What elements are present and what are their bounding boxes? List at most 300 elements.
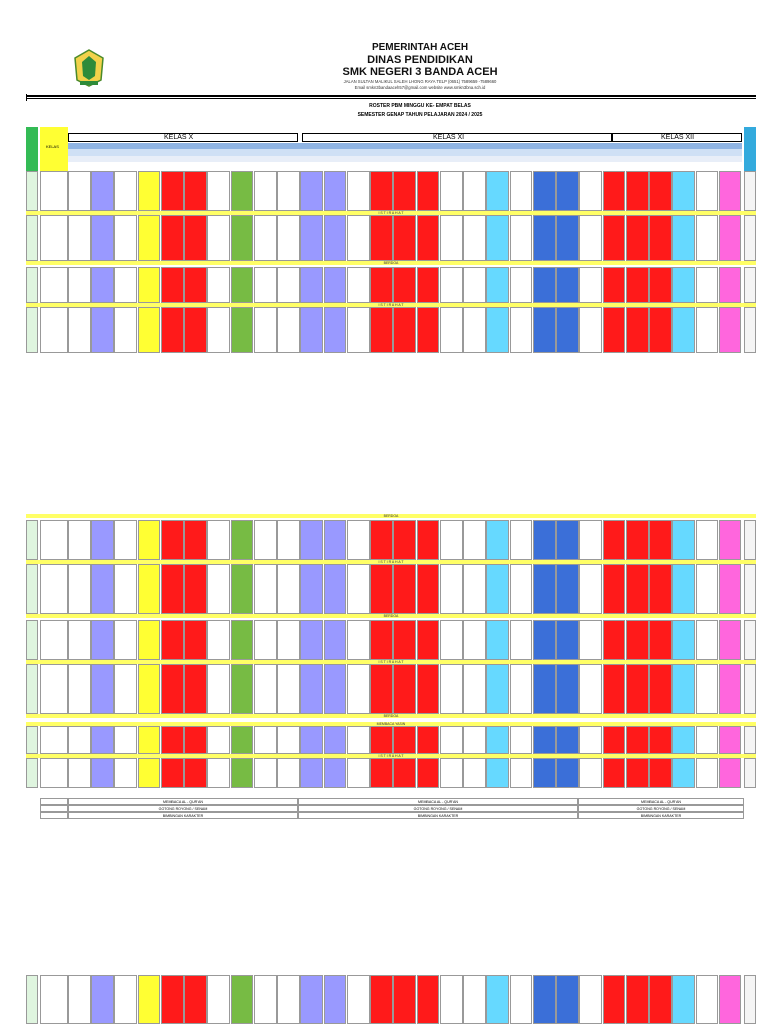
lesson-cell bbox=[254, 664, 277, 714]
lesson-cell bbox=[231, 520, 254, 560]
lesson-cell bbox=[184, 171, 207, 211]
break-bar-label: I S T I R A H A T bbox=[378, 754, 404, 758]
right-day-header bbox=[744, 127, 756, 171]
lesson-cell bbox=[463, 307, 486, 353]
lesson-cell bbox=[231, 726, 254, 754]
lesson-cell bbox=[510, 726, 533, 754]
lesson-cell bbox=[138, 520, 161, 560]
lesson-cell bbox=[184, 664, 207, 714]
activity-label: GOTONG ROYONG / SENAM bbox=[158, 806, 208, 811]
lesson-cell bbox=[324, 215, 347, 261]
lesson-cell bbox=[603, 267, 626, 303]
lesson-cell bbox=[300, 758, 323, 788]
lesson-cell bbox=[719, 215, 742, 261]
lesson-cell bbox=[347, 520, 370, 560]
lesson-cell bbox=[719, 620, 742, 660]
lesson-cell bbox=[510, 171, 533, 211]
lesson-cell bbox=[277, 171, 300, 211]
government-title: PEMERINTAH ACEH bbox=[371, 42, 469, 53]
lesson-cell bbox=[672, 564, 695, 614]
class-column-header bbox=[26, 127, 756, 171]
lesson-cell bbox=[254, 975, 277, 1024]
time-column bbox=[40, 520, 68, 560]
lesson-cell bbox=[324, 620, 347, 660]
lesson-cell bbox=[393, 975, 416, 1024]
lesson-cell bbox=[440, 975, 463, 1024]
lesson-cell bbox=[300, 726, 323, 754]
day-tag bbox=[26, 267, 38, 303]
lesson-cell bbox=[254, 215, 277, 261]
lesson-cell bbox=[277, 307, 300, 353]
lesson-cell bbox=[649, 975, 672, 1024]
lesson-cell bbox=[556, 215, 579, 261]
lesson-cell bbox=[347, 215, 370, 261]
lesson-cell bbox=[324, 307, 347, 353]
lesson-cell bbox=[114, 975, 137, 1024]
day-tag bbox=[26, 520, 38, 560]
lesson-cell bbox=[556, 726, 579, 754]
right-index-column bbox=[744, 215, 756, 261]
lesson-cell bbox=[672, 664, 695, 714]
lesson-cell bbox=[207, 975, 230, 1024]
day-tag bbox=[26, 758, 38, 788]
lesson-cell bbox=[417, 215, 440, 261]
teacher-row bbox=[68, 156, 742, 162]
time-column bbox=[40, 805, 68, 812]
lesson-cell bbox=[324, 267, 347, 303]
lesson-cell bbox=[393, 520, 416, 560]
lesson-cell bbox=[207, 215, 230, 261]
activity-label: BIMBINGAN KARAKTER bbox=[162, 813, 204, 818]
lesson-cell bbox=[161, 307, 184, 353]
lesson-cell bbox=[207, 620, 230, 660]
lesson-cell bbox=[440, 171, 463, 211]
lesson-cell bbox=[393, 620, 416, 660]
lesson-cell bbox=[626, 758, 649, 788]
lesson-cell bbox=[486, 307, 509, 353]
lesson-cell bbox=[533, 520, 556, 560]
semester-title: SEMESTER GENAP TAHUN PELAJARAN 2024 / 2025 bbox=[357, 112, 483, 118]
prayer-bar-label: BERDOA bbox=[383, 614, 399, 618]
lesson-cell bbox=[510, 307, 533, 353]
lesson-cell bbox=[696, 215, 719, 261]
lesson-cell bbox=[556, 758, 579, 788]
lesson-cell bbox=[231, 758, 254, 788]
lesson-cell bbox=[184, 307, 207, 353]
lesson-cell bbox=[696, 975, 719, 1024]
lesson-cell bbox=[603, 215, 626, 261]
lesson-cell bbox=[324, 520, 347, 560]
lesson-cell bbox=[510, 267, 533, 303]
lesson-cell bbox=[184, 726, 207, 754]
lesson-cell bbox=[138, 215, 161, 261]
lesson-cell bbox=[533, 171, 556, 211]
lesson-cell bbox=[579, 726, 602, 754]
lesson-cell bbox=[300, 520, 323, 560]
kelas-xii-header: KELAS XII bbox=[612, 133, 742, 142]
lesson-cell bbox=[672, 267, 695, 303]
lesson-cell bbox=[207, 758, 230, 788]
lesson-cell bbox=[440, 564, 463, 614]
lesson-cell bbox=[719, 758, 742, 788]
lesson-cell bbox=[463, 620, 486, 660]
lesson-cell bbox=[300, 215, 323, 261]
lesson-cell bbox=[417, 758, 440, 788]
lesson-cell bbox=[91, 564, 114, 614]
lesson-cell bbox=[579, 975, 602, 1024]
lesson-cell bbox=[603, 758, 626, 788]
lesson-cell bbox=[510, 975, 533, 1024]
lesson-cell bbox=[672, 307, 695, 353]
lesson-cell bbox=[417, 307, 440, 353]
lesson-cell bbox=[138, 620, 161, 660]
day-tag bbox=[26, 215, 38, 261]
lesson-cell bbox=[138, 307, 161, 353]
lesson-cell bbox=[696, 758, 719, 788]
lesson-cell bbox=[533, 726, 556, 754]
lesson-cell bbox=[138, 171, 161, 211]
lesson-cell bbox=[603, 520, 626, 560]
lesson-cell bbox=[579, 758, 602, 788]
lesson-cell bbox=[486, 975, 509, 1024]
lesson-cell bbox=[370, 758, 393, 788]
lesson-cell bbox=[626, 620, 649, 660]
lesson-cell bbox=[161, 758, 184, 788]
lesson-cell bbox=[463, 664, 486, 714]
lesson-cell bbox=[440, 267, 463, 303]
lesson-cell bbox=[719, 171, 742, 211]
time-column bbox=[40, 215, 68, 261]
activity-label: MEMBACA AL - QUR'AN bbox=[418, 799, 458, 804]
lesson-cell bbox=[231, 975, 254, 1024]
lesson-cell bbox=[138, 726, 161, 754]
lesson-cell bbox=[324, 975, 347, 1024]
lesson-cell bbox=[626, 307, 649, 353]
lesson-cell bbox=[533, 664, 556, 714]
lesson-cell bbox=[207, 726, 230, 754]
lesson-cell bbox=[138, 975, 161, 1024]
lesson-cell bbox=[300, 564, 323, 614]
lesson-cell bbox=[277, 215, 300, 261]
lesson-cell bbox=[626, 267, 649, 303]
lesson-cell bbox=[68, 620, 91, 660]
lesson-cell bbox=[114, 171, 137, 211]
lesson-cell bbox=[440, 758, 463, 788]
lesson-cell bbox=[649, 171, 672, 211]
lesson-cell bbox=[696, 267, 719, 303]
lesson-cell bbox=[579, 171, 602, 211]
lesson-cell bbox=[91, 215, 114, 261]
header-rule-tick bbox=[26, 94, 27, 101]
break-bar-label: I S T I R A H A T bbox=[378, 660, 404, 664]
lesson-cell bbox=[161, 520, 184, 560]
right-index-column bbox=[744, 620, 756, 660]
lesson-cell bbox=[417, 520, 440, 560]
lesson-cell bbox=[417, 267, 440, 303]
lesson-cell bbox=[277, 664, 300, 714]
lesson-cell bbox=[440, 307, 463, 353]
roster-block-saturday bbox=[26, 975, 756, 1024]
lesson-cell bbox=[184, 758, 207, 788]
lesson-cell bbox=[184, 215, 207, 261]
lesson-cell bbox=[231, 171, 254, 211]
lesson-cell bbox=[603, 171, 626, 211]
lesson-cell bbox=[603, 564, 626, 614]
right-index-column bbox=[744, 664, 756, 714]
break-bar-label: I S T I R A H A T bbox=[378, 303, 404, 307]
lesson-cell bbox=[603, 975, 626, 1024]
lesson-cell bbox=[510, 520, 533, 560]
right-index-column bbox=[744, 307, 756, 353]
lesson-cell bbox=[231, 620, 254, 660]
lesson-cell bbox=[254, 171, 277, 211]
lesson-cell bbox=[393, 267, 416, 303]
lesson-cell bbox=[68, 267, 91, 303]
time-column bbox=[40, 664, 68, 714]
right-index-column bbox=[744, 975, 756, 1024]
break-bar-label: I S T I R A H A T bbox=[378, 211, 404, 215]
lesson-cell bbox=[486, 620, 509, 660]
lesson-cell bbox=[184, 564, 207, 614]
lesson-cell bbox=[486, 267, 509, 303]
lesson-cell bbox=[626, 215, 649, 261]
lesson-cell bbox=[393, 758, 416, 788]
lesson-cell bbox=[114, 520, 137, 560]
lesson-cell bbox=[231, 215, 254, 261]
lesson-cell bbox=[91, 307, 114, 353]
lesson-cell bbox=[393, 171, 416, 211]
roster-block-wednesday-friday bbox=[26, 508, 756, 820]
lesson-cell bbox=[161, 726, 184, 754]
lesson-cell bbox=[510, 620, 533, 660]
class-code-row bbox=[68, 149, 742, 156]
right-index-column bbox=[744, 758, 756, 788]
lesson-cell bbox=[440, 620, 463, 660]
lesson-cell bbox=[300, 620, 323, 660]
lesson-cell bbox=[719, 975, 742, 1024]
lesson-cell bbox=[324, 726, 347, 754]
lesson-cell bbox=[231, 307, 254, 353]
lesson-cell bbox=[68, 664, 91, 714]
lesson-cell bbox=[68, 307, 91, 353]
lesson-cell bbox=[440, 215, 463, 261]
lesson-cell bbox=[161, 620, 184, 660]
lesson-cell bbox=[254, 267, 277, 303]
lesson-cell bbox=[184, 520, 207, 560]
lesson-cell bbox=[696, 171, 719, 211]
lesson-cell bbox=[324, 758, 347, 788]
lesson-cell bbox=[324, 664, 347, 714]
lesson-cell bbox=[672, 215, 695, 261]
lesson-cell bbox=[277, 726, 300, 754]
lesson-cell bbox=[91, 520, 114, 560]
lesson-cell bbox=[579, 307, 602, 353]
lesson-cell bbox=[696, 564, 719, 614]
lesson-cell bbox=[486, 758, 509, 788]
day-tag bbox=[26, 620, 38, 660]
time-column bbox=[40, 564, 68, 614]
lesson-cell bbox=[417, 975, 440, 1024]
kelas-x-header: KELAS X bbox=[68, 133, 298, 142]
school-email: Email smkn3bandaaceh57@gmail.com website www.smkn3bna.sch.id bbox=[354, 85, 486, 90]
department-title: DINAS PENDIDIKAN bbox=[367, 54, 473, 66]
lesson-cell bbox=[393, 664, 416, 714]
lesson-cell bbox=[486, 664, 509, 714]
lesson-cell bbox=[626, 975, 649, 1024]
lesson-cell bbox=[719, 307, 742, 353]
lesson-cell bbox=[300, 171, 323, 211]
lesson-cell bbox=[463, 564, 486, 614]
right-index-column bbox=[744, 520, 756, 560]
lesson-cell bbox=[347, 267, 370, 303]
lesson-cell bbox=[370, 664, 393, 714]
lesson-cell bbox=[184, 620, 207, 660]
activity-label: BIMBINGAN KARAKTER bbox=[640, 813, 682, 818]
lesson-cell bbox=[68, 758, 91, 788]
lesson-cell bbox=[347, 564, 370, 614]
lesson-cell bbox=[68, 215, 91, 261]
prayer-bar-label: BERDOA bbox=[383, 261, 399, 265]
lesson-cell bbox=[347, 726, 370, 754]
lesson-cell bbox=[91, 975, 114, 1024]
lesson-cell bbox=[649, 267, 672, 303]
lesson-cell bbox=[207, 267, 230, 303]
lesson-cell bbox=[719, 664, 742, 714]
lesson-cell bbox=[277, 267, 300, 303]
lesson-cell bbox=[68, 564, 91, 614]
lesson-cell bbox=[300, 267, 323, 303]
lesson-cell bbox=[486, 215, 509, 261]
activity-label: MEMBACA AL - QUR'AN bbox=[163, 799, 203, 804]
lesson-cell bbox=[510, 215, 533, 261]
lesson-cell bbox=[277, 564, 300, 614]
lesson-cell bbox=[370, 307, 393, 353]
lesson-cell bbox=[486, 726, 509, 754]
lesson-cell bbox=[91, 620, 114, 660]
lesson-cell bbox=[114, 620, 137, 660]
roster-title: ROSTER PBM MINGGU KE- EMPAT BELAS bbox=[369, 103, 471, 109]
time-column bbox=[40, 798, 68, 805]
lesson-cell bbox=[393, 726, 416, 754]
lesson-cell bbox=[347, 758, 370, 788]
activity-label: MEMBACA AL - QUR'AN bbox=[641, 799, 681, 804]
lesson-cell bbox=[207, 307, 230, 353]
lesson-cell bbox=[672, 620, 695, 660]
lesson-cell bbox=[138, 664, 161, 714]
lesson-cell bbox=[649, 664, 672, 714]
lesson-cell bbox=[68, 520, 91, 560]
lesson-cell bbox=[161, 171, 184, 211]
lesson-cell bbox=[556, 307, 579, 353]
lesson-cell bbox=[556, 171, 579, 211]
lesson-cell bbox=[114, 267, 137, 303]
header-rule-thin bbox=[26, 98, 756, 99]
lesson-cell bbox=[91, 726, 114, 754]
lesson-cell bbox=[533, 758, 556, 788]
lesson-cell bbox=[672, 171, 695, 211]
lesson-cell bbox=[533, 564, 556, 614]
lesson-cell bbox=[347, 171, 370, 211]
lesson-cell bbox=[138, 758, 161, 788]
lesson-cell bbox=[114, 215, 137, 261]
lesson-cell bbox=[533, 620, 556, 660]
lesson-cell bbox=[719, 564, 742, 614]
lesson-cell bbox=[649, 758, 672, 788]
time-column bbox=[40, 620, 68, 660]
lesson-cell bbox=[277, 975, 300, 1024]
lesson-cell bbox=[207, 564, 230, 614]
lesson-cell bbox=[463, 975, 486, 1024]
lesson-cell bbox=[138, 267, 161, 303]
lesson-cell bbox=[579, 215, 602, 261]
lesson-cell bbox=[300, 307, 323, 353]
lesson-cell bbox=[254, 620, 277, 660]
lesson-cell bbox=[719, 267, 742, 303]
lesson-cell bbox=[533, 267, 556, 303]
lesson-cell bbox=[347, 975, 370, 1024]
roster-block-monday-tuesday bbox=[26, 171, 756, 353]
lesson-cell bbox=[440, 520, 463, 560]
time-column bbox=[40, 267, 68, 303]
lesson-cell bbox=[254, 520, 277, 560]
lesson-cell bbox=[254, 564, 277, 614]
lesson-cell bbox=[138, 564, 161, 614]
lesson-cell bbox=[556, 975, 579, 1024]
lesson-cell bbox=[231, 664, 254, 714]
lesson-cell bbox=[696, 726, 719, 754]
time-column bbox=[40, 726, 68, 754]
lesson-cell bbox=[463, 171, 486, 211]
prayer-bar-label: BERDOA bbox=[383, 714, 399, 718]
activity-label: GOTONG ROYONG / SENAM bbox=[413, 806, 463, 811]
lesson-cell bbox=[161, 664, 184, 714]
lesson-cell bbox=[254, 726, 277, 754]
time-column bbox=[40, 975, 68, 1024]
lesson-cell bbox=[277, 520, 300, 560]
lesson-cell bbox=[207, 664, 230, 714]
lesson-cell bbox=[91, 664, 114, 714]
lesson-cell bbox=[649, 726, 672, 754]
reading-bar-label: MEMBACA YASIN bbox=[376, 722, 406, 726]
lesson-cell bbox=[184, 267, 207, 303]
lesson-cell bbox=[486, 171, 509, 211]
activity-label: BIMBINGAN KARAKTER bbox=[417, 813, 459, 818]
time-column bbox=[40, 171, 68, 211]
lesson-cell bbox=[393, 564, 416, 614]
lesson-cell bbox=[417, 564, 440, 614]
lesson-cell bbox=[370, 564, 393, 614]
lesson-cell bbox=[114, 726, 137, 754]
lesson-cell bbox=[510, 564, 533, 614]
lesson-cell bbox=[603, 664, 626, 714]
lesson-cell bbox=[324, 171, 347, 211]
lesson-cell bbox=[672, 520, 695, 560]
lesson-cell bbox=[463, 758, 486, 788]
lesson-cell bbox=[114, 564, 137, 614]
lesson-cell bbox=[370, 215, 393, 261]
lesson-cell bbox=[603, 307, 626, 353]
time-column bbox=[40, 758, 68, 788]
lesson-cell bbox=[649, 215, 672, 261]
school-title: SMK NEGERI 3 BANDA ACEH bbox=[342, 66, 498, 78]
lesson-cell bbox=[719, 520, 742, 560]
lesson-cell bbox=[300, 664, 323, 714]
lesson-cell bbox=[370, 620, 393, 660]
day-tag bbox=[26, 564, 38, 614]
day-tag bbox=[26, 726, 38, 754]
lesson-cell bbox=[719, 726, 742, 754]
lesson-cell bbox=[463, 267, 486, 303]
